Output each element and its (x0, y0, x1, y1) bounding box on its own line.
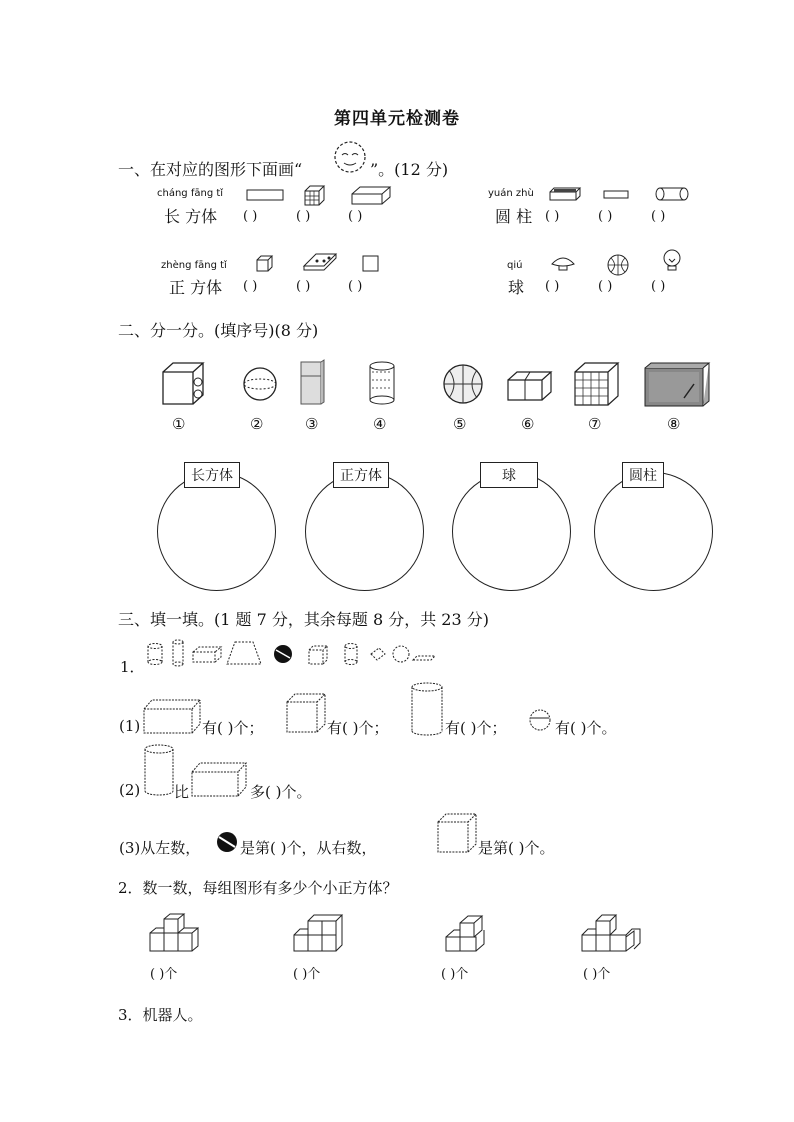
cube-stack-icon (148, 913, 210, 955)
cube-icon (285, 692, 327, 734)
cube-icon (436, 812, 478, 854)
cylinder-icon (142, 743, 176, 799)
q1-2-text: 比 (174, 783, 190, 801)
cuboid-icon (190, 760, 250, 800)
q1-3-text: 是第( )个，从右数， (240, 839, 377, 857)
cuboid-icon (142, 697, 202, 737)
short-tube-icon (602, 188, 634, 200)
patterned-can-icon (366, 360, 398, 408)
brick-cuboid-icon (350, 185, 394, 207)
category-label: 长方体 (184, 462, 240, 488)
q2-answer[interactable]: ( )个 (150, 967, 178, 982)
shape-number: ⑦ (588, 415, 602, 433)
answer-slot[interactable]: ( ) (545, 209, 560, 224)
category-circle-changfangti[interactable] (157, 472, 276, 591)
section3-heading: 三、填一填。(1 题 7 分，其余每题 8 分，共 23 分) (118, 610, 489, 629)
small-cube-icon (255, 254, 275, 274)
mixed-shapes-row-icon (145, 636, 445, 672)
q1-3-text: 是第( )个。 (478, 839, 555, 857)
q1-1-prefix: (1) (119, 717, 141, 735)
category-circle-qiu[interactable] (452, 472, 571, 591)
shape-number: ⑤ (453, 415, 467, 433)
domino-icon (302, 252, 338, 276)
answer-slot[interactable]: ( ) (545, 279, 560, 294)
q1-2-prefix: (2) (119, 781, 141, 799)
mushroom-icon (549, 254, 577, 274)
label-changfangti: 长 方体 (164, 207, 218, 226)
shape-number: ⑧ (667, 415, 681, 433)
speaker-box-icon (160, 360, 210, 408)
q2-text: 2．数一数，每组图形有多少个小正方体？ (118, 879, 398, 897)
shape-number: ② (250, 415, 264, 433)
basketball-icon (606, 253, 630, 277)
answer-slot[interactable]: ( ) (296, 279, 311, 294)
answer-slot[interactable]: ( ) (348, 279, 363, 294)
q1-1-text: 有( )个。 (555, 719, 617, 737)
cube-stack-icon (444, 913, 496, 955)
shape-number: ① (172, 415, 186, 433)
pinyin-yuanzhu: yuán zhù (488, 188, 534, 199)
q3-text: 3．机器人。 (118, 1006, 203, 1024)
ball-icon (528, 708, 554, 734)
label-qiu: 球 (508, 278, 525, 297)
category-label: 正方体 (333, 462, 389, 488)
square-icon (361, 254, 381, 274)
flat-cuboid-icon (246, 188, 286, 202)
rubik-cube-icon (303, 184, 327, 208)
q1-1-text: 有( )个； (445, 719, 507, 737)
pinyin-changfangti: cháng fāng tǐ (157, 188, 224, 199)
rubik-cube-icon (572, 360, 622, 410)
answer-slot[interactable]: ( ) (348, 209, 363, 224)
section1-heading-suffix: ”。(12 分) (370, 160, 449, 179)
section1-heading-prefix: 一、在对应的图形下面画“ (118, 160, 303, 179)
refrigerator-icon (297, 358, 327, 408)
pinyin-qiu: qiú (507, 260, 523, 271)
category-label: 球 (480, 462, 538, 488)
q2-answer[interactable]: ( )个 (583, 967, 611, 982)
striped-ball-icon (215, 830, 241, 856)
shape-number: ④ (373, 415, 387, 433)
category-circle-zhengfangti[interactable] (305, 472, 424, 591)
answer-slot[interactable]: ( ) (651, 279, 666, 294)
pinyin-zhengfangti: zhèng fāng tǐ (161, 260, 227, 271)
category-label: 圆柱 (622, 462, 664, 488)
q1-2-text: 多( )个。 (250, 783, 312, 801)
cylinder-lying-icon (654, 186, 692, 202)
q1-label: 1． (120, 658, 145, 676)
q2-answer[interactable]: ( )个 (293, 967, 321, 982)
cube-stack-icon (580, 911, 646, 955)
answer-slot[interactable]: ( ) (243, 279, 258, 294)
q1-1-text: 有( )个； (327, 719, 389, 737)
sphere-icon (240, 364, 280, 404)
section2-heading: 二、分一分。(填序号)(8 分) (118, 321, 319, 340)
tablet-box-icon (642, 360, 712, 410)
answer-slot[interactable]: ( ) (598, 279, 613, 294)
cube-stack-icon (292, 913, 354, 955)
page-title: 第四单元检测卷 (334, 109, 460, 129)
answer-slot[interactable]: ( ) (598, 209, 613, 224)
shape-number: ⑥ (521, 415, 535, 433)
label-yuanzhu: 圆 柱 (495, 207, 533, 226)
flat-block-icon (548, 186, 584, 202)
shape-number: ③ (305, 415, 319, 433)
answer-slot[interactable]: ( ) (243, 209, 258, 224)
category-circle-yuanzhu[interactable] (594, 472, 713, 591)
smiley-face-icon (332, 139, 368, 175)
basketball-icon (440, 362, 486, 406)
q2-answer[interactable]: ( )个 (441, 967, 469, 982)
answer-slot[interactable]: ( ) (296, 209, 311, 224)
gift-box-icon (505, 366, 555, 404)
lightbulb-icon (661, 248, 683, 276)
answer-slot[interactable]: ( ) (651, 209, 666, 224)
cylinder-icon (410, 681, 444, 737)
label-zhengfangti: 正 方体 (169, 278, 223, 297)
q1-1-text: 有( )个； (202, 719, 264, 737)
q1-3-prefix: (3)从左数， (119, 839, 201, 857)
